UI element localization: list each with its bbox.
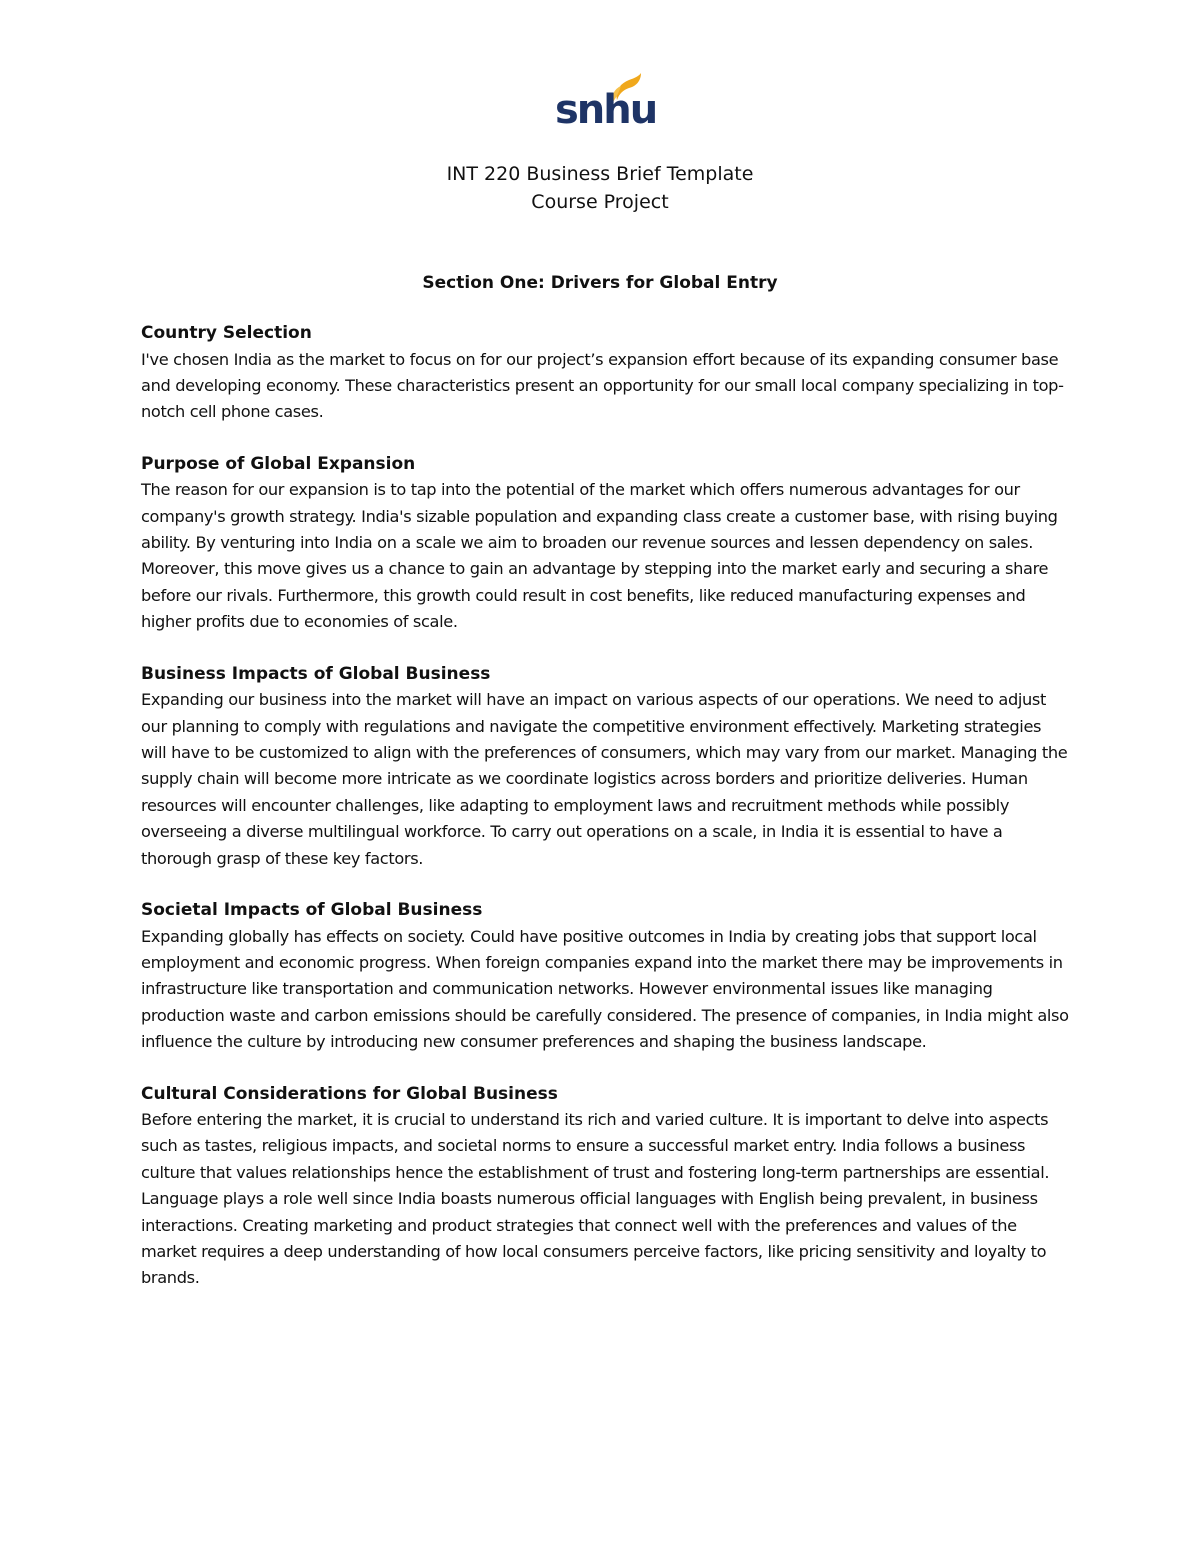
subsection-business-impacts <box>141 661 1071 872</box>
subsection-heading: Societal Impacts of Global Business <box>141 900 483 920</box>
document-title <box>0 160 1200 216</box>
subsection-body: I've chosen India as the market to focus on for our project’s expansion effort because of its expanding consumer base and developing economy. These characteristics present an opportunity for our small local company specializing in top-notch cell phone cases. <box>141 349 1064 422</box>
subsection-body: Expanding globally has effects on society. Could have positive outcomes in India by creating jobs that support local employment and economic progress. When foreign companies expand into the market there may be improvements in infrastructure like transportation and communication networks. However environmental issues like managing production waste and carbon emissions should be carefully considered. The presence of companies, in India might also influence the culture by introducing new consumer preferences and shaping the business landscape. <box>141 926 1069 1052</box>
subsection-heading: Country Selection <box>141 323 312 343</box>
subsection-purpose-of-global-expansion <box>141 451 1071 636</box>
subsection-body: Before entering the market, it is crucial to understand its rich and varied culture. It is important to delve into aspects such as tastes, religious impacts, and societal norms to ensure a successful market entry. India follows a business culture that values relationships hence the establishment of trust and fostering long-term partnerships are essential. Language plays a role well since India boasts numerous official languages with English being prevalent, in business interactions. Creating marketing and product strategies that connect well with the preferences and values of the market requires a deep understanding of how local consumers perceive factors, like pricing sensitivity and loyalty to brands. <box>141 1110 1050 1288</box>
subsection-body: The reason for our expansion is to tap into the potential of the market which offers numerous advantages for our company's growth strategy. India's sizable population and expanding class create a customer base, with rising buying ability. By venturing into India on a scale we aim to broaden our revenue sources and lessen dependency on sales. Moreover, this move gives us a chance to gain an advantage by stepping into the market early and securing a share before our rivals. Furthermore, this growth could result in cost benefits, like reduced manufacturing expenses and higher profits due to economies of scale. <box>141 480 1058 632</box>
title-line-1: INT 220 Business Brief Template <box>446 163 754 185</box>
title-line-2: Course Project <box>531 191 669 213</box>
logo-wordmark: snhu <box>555 87 657 133</box>
section-heading: Section One: Drivers for Global Entry <box>422 273 778 293</box>
snhu-logo <box>553 70 657 136</box>
subsection-heading: Business Impacts of Global Business <box>141 663 491 684</box>
subsection-country-selection <box>141 320 1071 426</box>
subsection-body: Expanding our business into the market will have an impact on various aspects of our operations. We need to adjust our planning to comply with regulations and navigate the competitive environment effectively. Marketing strategies will have to be customized to align with the preferences of consumers, which may vary from our market. Managing the supply chain will become more intricate as we coordinate logistics across borders and prioritize deliveries. Human resources will encounter challenges, like adapting to employment laws and recruitment methods while possibly overseeing a diverse multilingual workforce. To carry out operations on a scale, in India it is essential to have a thorough grasp of these key factors. <box>141 690 1068 868</box>
subsection-heading: Purpose of Global Expansion <box>141 453 416 474</box>
subsection-cultural-considerations <box>141 1081 1071 1292</box>
document-body <box>141 320 1071 1317</box>
subsection-societal-impacts <box>141 897 1071 1056</box>
subsection-heading: Cultural Considerations for Global Business <box>141 1083 558 1104</box>
